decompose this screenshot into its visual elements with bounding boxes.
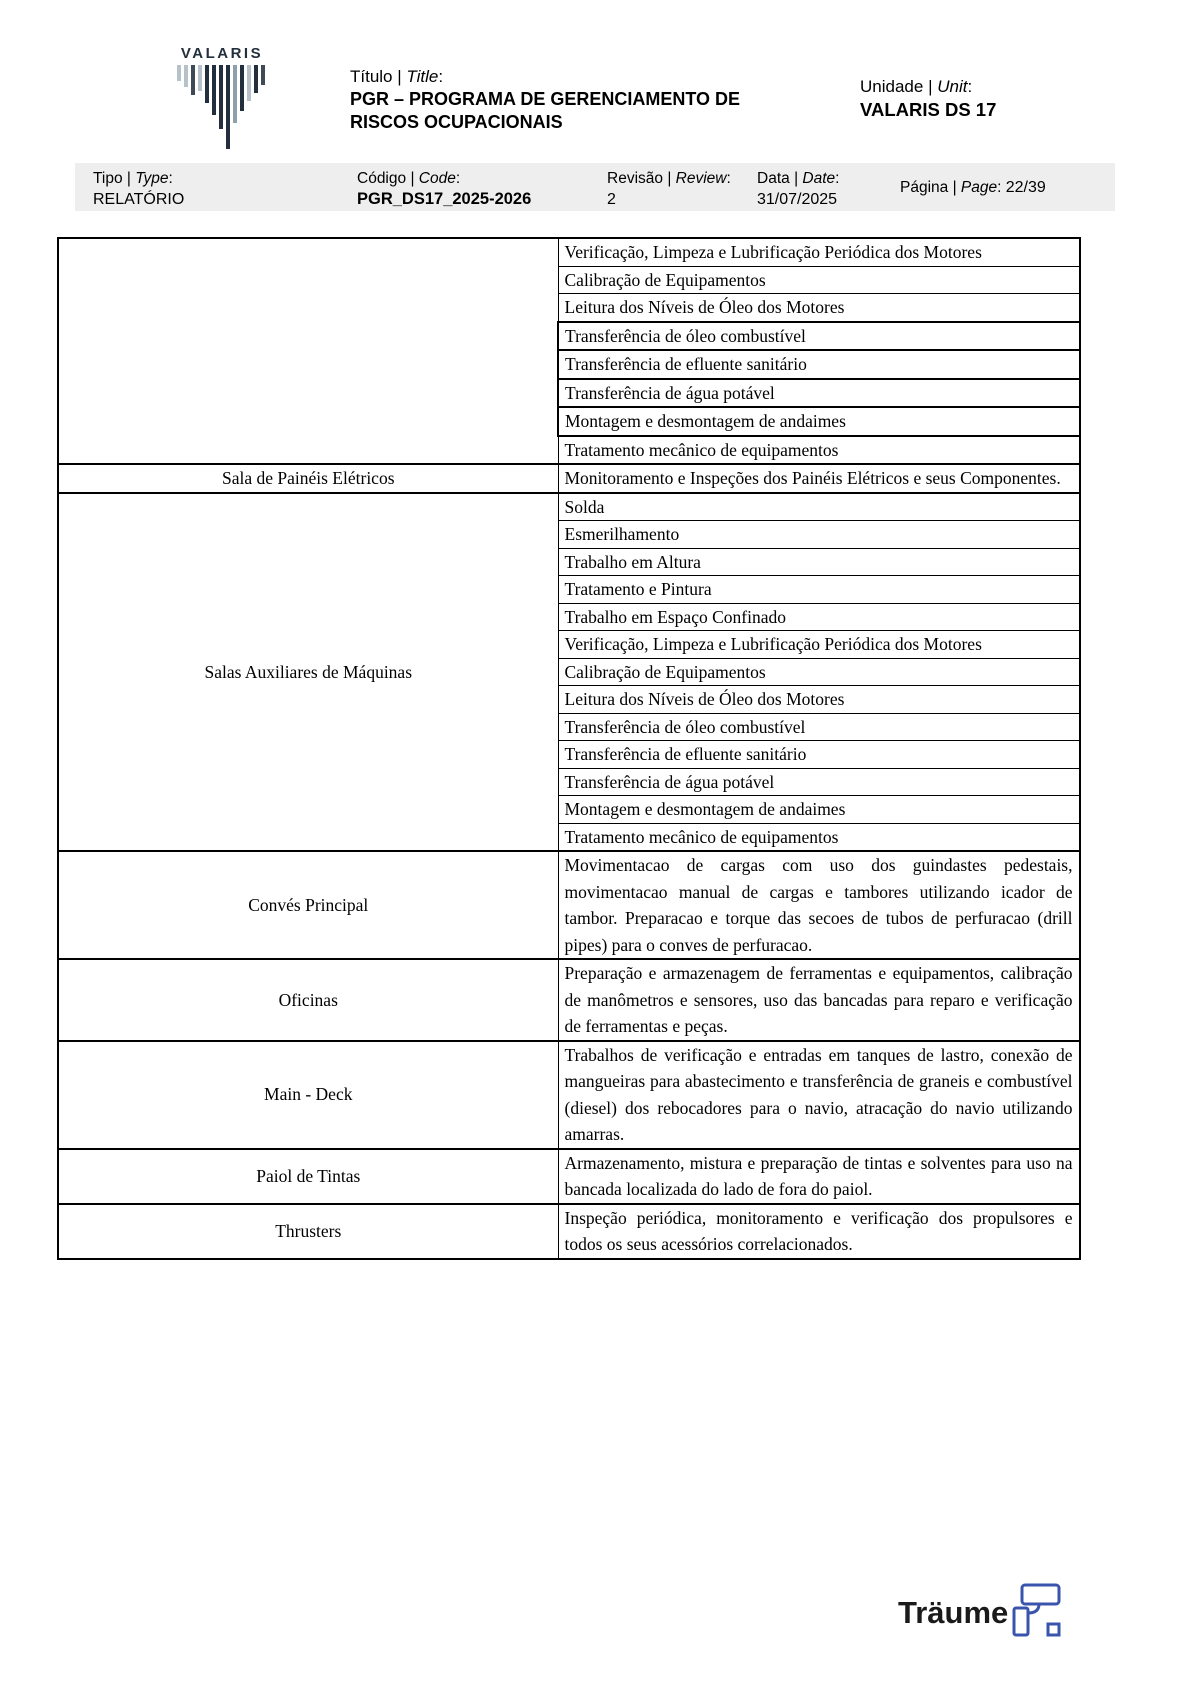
activity-cell: Leitura dos Níveis de Óleo dos Motores	[558, 294, 1080, 322]
location-cell: Sala de Painéis Elétricos	[58, 464, 558, 493]
traeume-glyph-icon	[1006, 1582, 1062, 1640]
activity-cell: Transferência de água potável	[558, 768, 1080, 796]
activity-cell: Inspeção periódica, monitoramento e verificação dos propulsores e todos os seus acessórios correlacionados.	[558, 1204, 1080, 1259]
activity-cell: Calibração de Equipamentos	[558, 658, 1080, 686]
meta-revisao: Revisão | Review: 2	[607, 170, 731, 208]
location-cell: Salas Auxiliares de Máquinas	[58, 493, 558, 852]
meta-tipo-value: RELATÓRIO	[93, 191, 185, 208]
activity-cell: Transferência de efluente sanitário	[558, 741, 1080, 769]
meta-strip	[75, 163, 1115, 211]
activity-cell: Transferência de óleo combustível	[558, 713, 1080, 741]
locations-activities-table	[57, 237, 1081, 1260]
activity-cell: Tratamento e Pintura	[558, 576, 1080, 604]
location-cell: Oficinas	[58, 959, 558, 1041]
activity-cell: Tratamento mecânico de equipamentos	[558, 436, 1080, 465]
meta-pagina-value: 22/39	[1005, 179, 1046, 196]
activity-cell: Trabalho em Espaço Confinado	[558, 603, 1080, 631]
activity-cell: Verificação, Limpeza e Lubrificação Periódica dos Motores	[558, 238, 1080, 266]
unit-label: Unidade | Unit:	[860, 77, 973, 96]
location-cell: Main - Deck	[58, 1041, 558, 1149]
valaris-wordmark: VALARIS	[180, 45, 264, 62]
activity-cell: Preparação e armazenagem de ferramentas e equipamentos, calibração de manômetros e sensores, uso das bancadas para reparo e verificação de ferramentas e peças.	[558, 959, 1080, 1041]
activity-cell: Montagem e desmontagem de andaimes	[558, 407, 1080, 436]
activity-cell: Transferência de água potável	[558, 379, 1080, 408]
title-label: Título | Title:	[350, 67, 444, 86]
location-cell: Paiol de Tintas	[58, 1149, 558, 1204]
activity-cell: Verificação, Limpeza e Lubrificação Periódica dos Motores	[558, 631, 1080, 659]
valaris-logo-icon	[170, 44, 274, 154]
document-title-block	[350, 66, 790, 134]
meta-data: Data | Date: 31/07/2025	[757, 170, 840, 208]
activity-cell: Transferência de óleo combustível	[558, 322, 1080, 351]
meta-revisao-value: 2	[607, 191, 616, 208]
unit-value: VALARIS DS 17	[860, 99, 997, 120]
traeume-logo	[898, 1582, 1078, 1652]
document-title: PGR – PROGRAMA DE GERENCIAMENTO DE RISCOS OCUPACIONAIS	[350, 89, 741, 132]
meta-pagina: Página | Page: 22/39	[900, 179, 1046, 196]
activity-cell: Trabalho em Altura	[558, 548, 1080, 576]
unit-block	[860, 76, 1080, 121]
activity-cell: Leitura dos Níveis de Óleo dos Motores	[558, 686, 1080, 714]
activity-cell: Armazenamento, mistura e preparação de tintas e solventes para uso na bancada localizada do lado de fora do paiol.	[558, 1149, 1080, 1204]
activity-cell: Montagem e desmontagem de andaimes	[558, 796, 1080, 824]
location-cell	[58, 238, 558, 464]
meta-codigo-value: PGR_DS17_2025-2026	[357, 190, 532, 208]
location-cell: Thrusters	[58, 1204, 558, 1259]
meta-data-value: 31/07/2025	[757, 191, 838, 208]
activity-cell: Calibração de Equipamentos	[558, 266, 1080, 294]
meta-tipo: Tipo | Type: RELATÓRIO	[93, 170, 185, 208]
activity-cell: Movimentacao de cargas com uso dos guindastes pedestais, movimentacao manual de cargas e tambores utilizando icador de tambor. Preparacao e torque das secoes de tubos de perfuracao (drill pipes) para o conves de perfuracao.	[558, 851, 1080, 959]
traeume-wordmark: Träume	[898, 1595, 1009, 1630]
location-cell: Convés Principal	[58, 851, 558, 959]
activity-cell: Tratamento mecânico de equipamentos	[558, 823, 1080, 851]
valaris-logo	[170, 44, 274, 154]
activity-cell: Monitoramento e Inspeções dos Painéis Elétricos e seus Componentes.	[558, 464, 1080, 493]
activity-cell: Solda	[558, 493, 1080, 521]
activity-cell: Esmerilhamento	[558, 521, 1080, 549]
activity-cell: Trabalhos de verificação e entradas em tanques de lastro, conexão de mangueiras para abastecimento e transferência de graneis e combustível (diesel) dos rebocadores para o navio, atracação do navio utilizando amarras.	[558, 1041, 1080, 1149]
activity-cell: Transferência de efluente sanitário	[558, 350, 1080, 379]
meta-codigo: Código | Code: PGR_DS17_2025-2026	[357, 170, 532, 208]
